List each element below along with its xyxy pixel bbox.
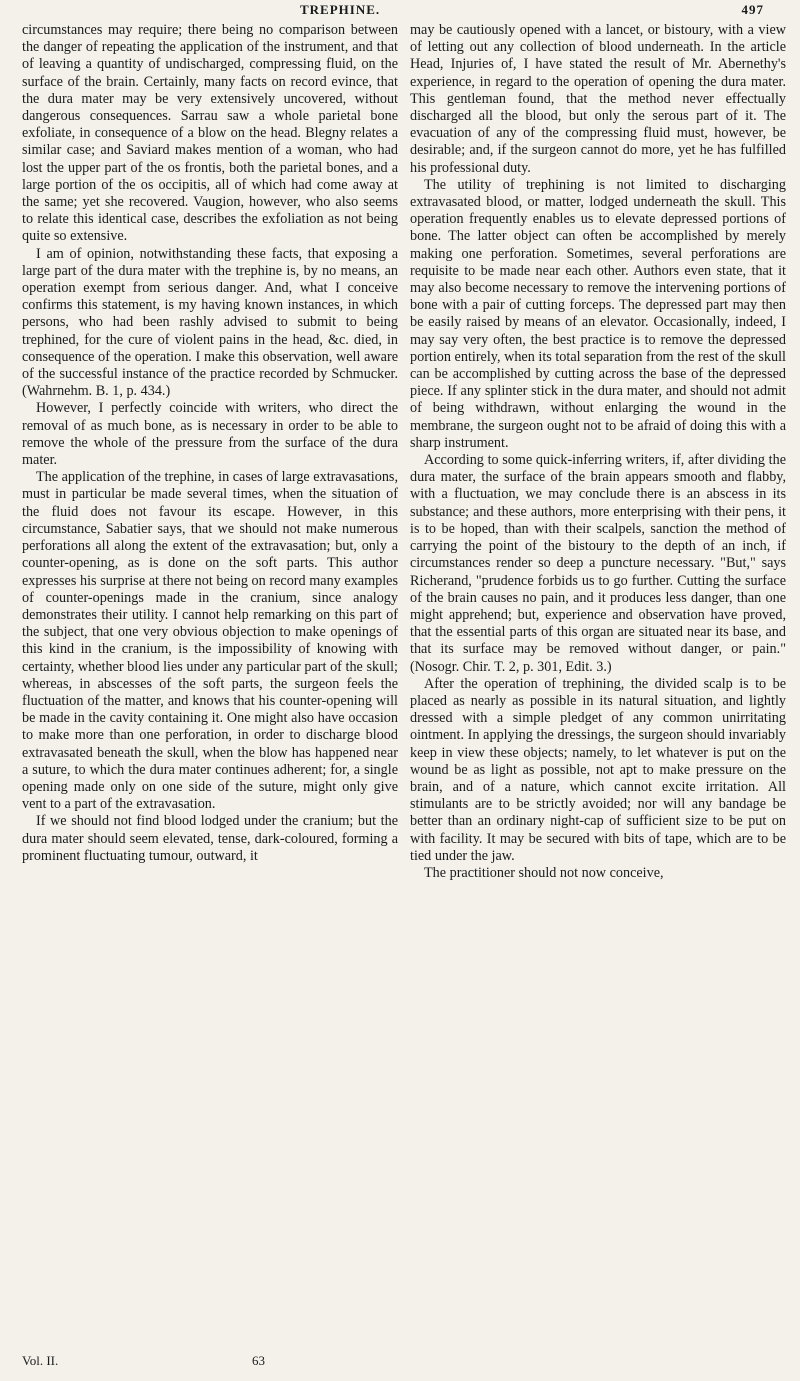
page-number: 497 [741, 2, 764, 17]
paragraph: However, I perfectly coincide with writers, who direct the removal of as much bone, as is necessary in order to be able to remove the whole of the pressure from the surface of the dura mater. [22, 400, 398, 469]
paragraph: According to some quick-inferring writers, if, after dividing the dura mater, the surface of the brain appears smooth and flabby, with a fluctuation, we may conclude there is an abscess in its substance; and these authors, more enterprising with their pens, it is to be hoped, than with their scalpels, sanction the method of carrying the point of the bistoury to the depth of an inch, if circumstances render so deep a puncture necessary. "But," says Richerand, "prudence forbids us to go further. Cutting the surface of the brain causes no pain, and it produces less danger, than one might apprehend; but, experience and observation have proved, that the essential parts of this organ are situated near its base, and that its surface may be removed without danger, or pain." (Nosogr. Chir. T. 2, p. 301, Edit. 3.) [410, 452, 786, 675]
paragraph: I am of opinion, notwithstanding these facts, that exposing a large part of the dura mater with the trephine is, by no means, an operation exempt from serious danger. And, what I conceive confirms this statement, is my having known instances, in which persons, who had been rashly advised to submit to being trephined, for the cure of violent pains in the head, &c. died, in consequence of the operation. I make this observation, well aware of the successful instance of the practice recorded by Schmucker. (Wahrnehm. B. 1, p. 434.) [22, 245, 398, 400]
paragraph: The application of the trephine, in cases of large extravasations, must in particular be made several times, when the situation of the fluid does not favour its escape. However, in this circumstance, Sabatier says, that we should not make numerous perforations all along the extent of the extravasation; but, only a counter-opening, as is done on the soft parts. This author expresses his surprise at there not being on record many examples of counter-openings made in the cranium, since analogy demonstrates their utility. I cannot help remarking on this part of the subject, that one very obvious objection to make openings of this kind in the cranium, is the impossibility of knowing with certainty, whether blood lies under any particular part of the skull; whereas, in abscesses of the soft parts, the surgeon feels the fluctuation of the matter, and knows that his counter-opening will be made in the cavity containing it. One might also have occasion to make more than one perforation, in order to discharge blood extravasated beneath the skull, when the blow has happened near a suture, to which the dura mater continues adherent; for, a single opening made only on one side of the suture, might only give vent to a part of the extravasation. [22, 469, 398, 813]
paragraph: may be cautiously opened with a lancet, or bistoury, with a view of letting out any collection of blood underneath. In the article Head, Injuries of, I have stated the result of Mr. Abernethy's experience, in regard to the operation of opening the dura mater. This gentleman found, that the method never effectually discharged all the blood, but only the serous part of it. The evacuation of any of the compressing fluid must, however, be desirable; and, if the surgeon cannot do more, yet he has fulfilled his professional duty. [410, 22, 786, 176]
page-footer [22, 1353, 265, 1369]
paragraph: The utility of trephining is not limited to discharging extravasated blood, or matter, lodged underneath the skull. This operation frequently enables us to elevate depressed portions of bone. The latter object can often be accomplished by merely making one perforation. Sometimes, several perforations are requisite to be made near each other. Authors even state, that it may also become necessary to remove the intervening portions of bone with a pair of cutting forceps. The depressed part may then be easily raised by means of an elevator. Occasionally, indeed, I may say very often, the best practice is to remove the depressed portion entirely, when its total separation from the rest of the skull can be accomplished by cutting across the base of the depressed piece. If any splinter stick in the dura mater, and should not admit of being withdrawn, without enlarging the wound in the membrane, the surgeon ought not to be afraid of doing this with a sharp instrument. [410, 176, 786, 451]
signature-mark: 63 [252, 1353, 265, 1368]
volume-label: Vol. II. [22, 1353, 59, 1368]
paragraph: The practitioner should not now conceive, [424, 864, 664, 881]
paragraph: After the operation of trephining, the divided scalp is to be placed as nearly as possible in its natural situation, and lightly dressed with a simple pledget of any common unirritating ointment. In applying the dressings, the surgeon should invariably keep in view these objects; namely, to let whatever is put on the wound be as light as possible, not apt to make pressure on the brain, and of a nature, which cannot excite irritation. All stimulants are to be strictly avoided; nor will any bandage be better than an ordinary night-cap of sufficient size to be put on with facility. It may be secured with bits of tape, which are to be tied under the jaw. [410, 675, 786, 864]
right-column [410, 22, 786, 882]
text-columns [22, 22, 786, 882]
paragraph: circumstances may require; there being no comparison between the danger of repeating the application of the instrument, and that of leaving a quantity of undischarged, compressing fluid, on the surface of the brain. Certainly, many facts on record evince, that the dura mater may be very extensively uncovered, without dangerous consequences. Sarrau saw a whole parietal bone exfoliate, in consequence of a blow on the head. Blegny relates a similar case; and Saviard makes mention of a woman, who had lost the upper part of the os frontis, both the parietal bones, and a large portion of the os occipitis, all of which had come away at the same; yet she recovered. Vaugion, however, who also seems to relate this identical case, describes the exfoliation as not being quite so extensive. [22, 22, 398, 245]
paragraph: If we should not find blood lodged under the cranium; but the dura mater should seem elevated, tense, dark-coloured, forming a prominent fluctuating tumour, outward, it [22, 813, 398, 864]
running-title: TREPHINE. [300, 2, 381, 17]
running-head [0, 0, 800, 22]
left-column [22, 22, 398, 882]
